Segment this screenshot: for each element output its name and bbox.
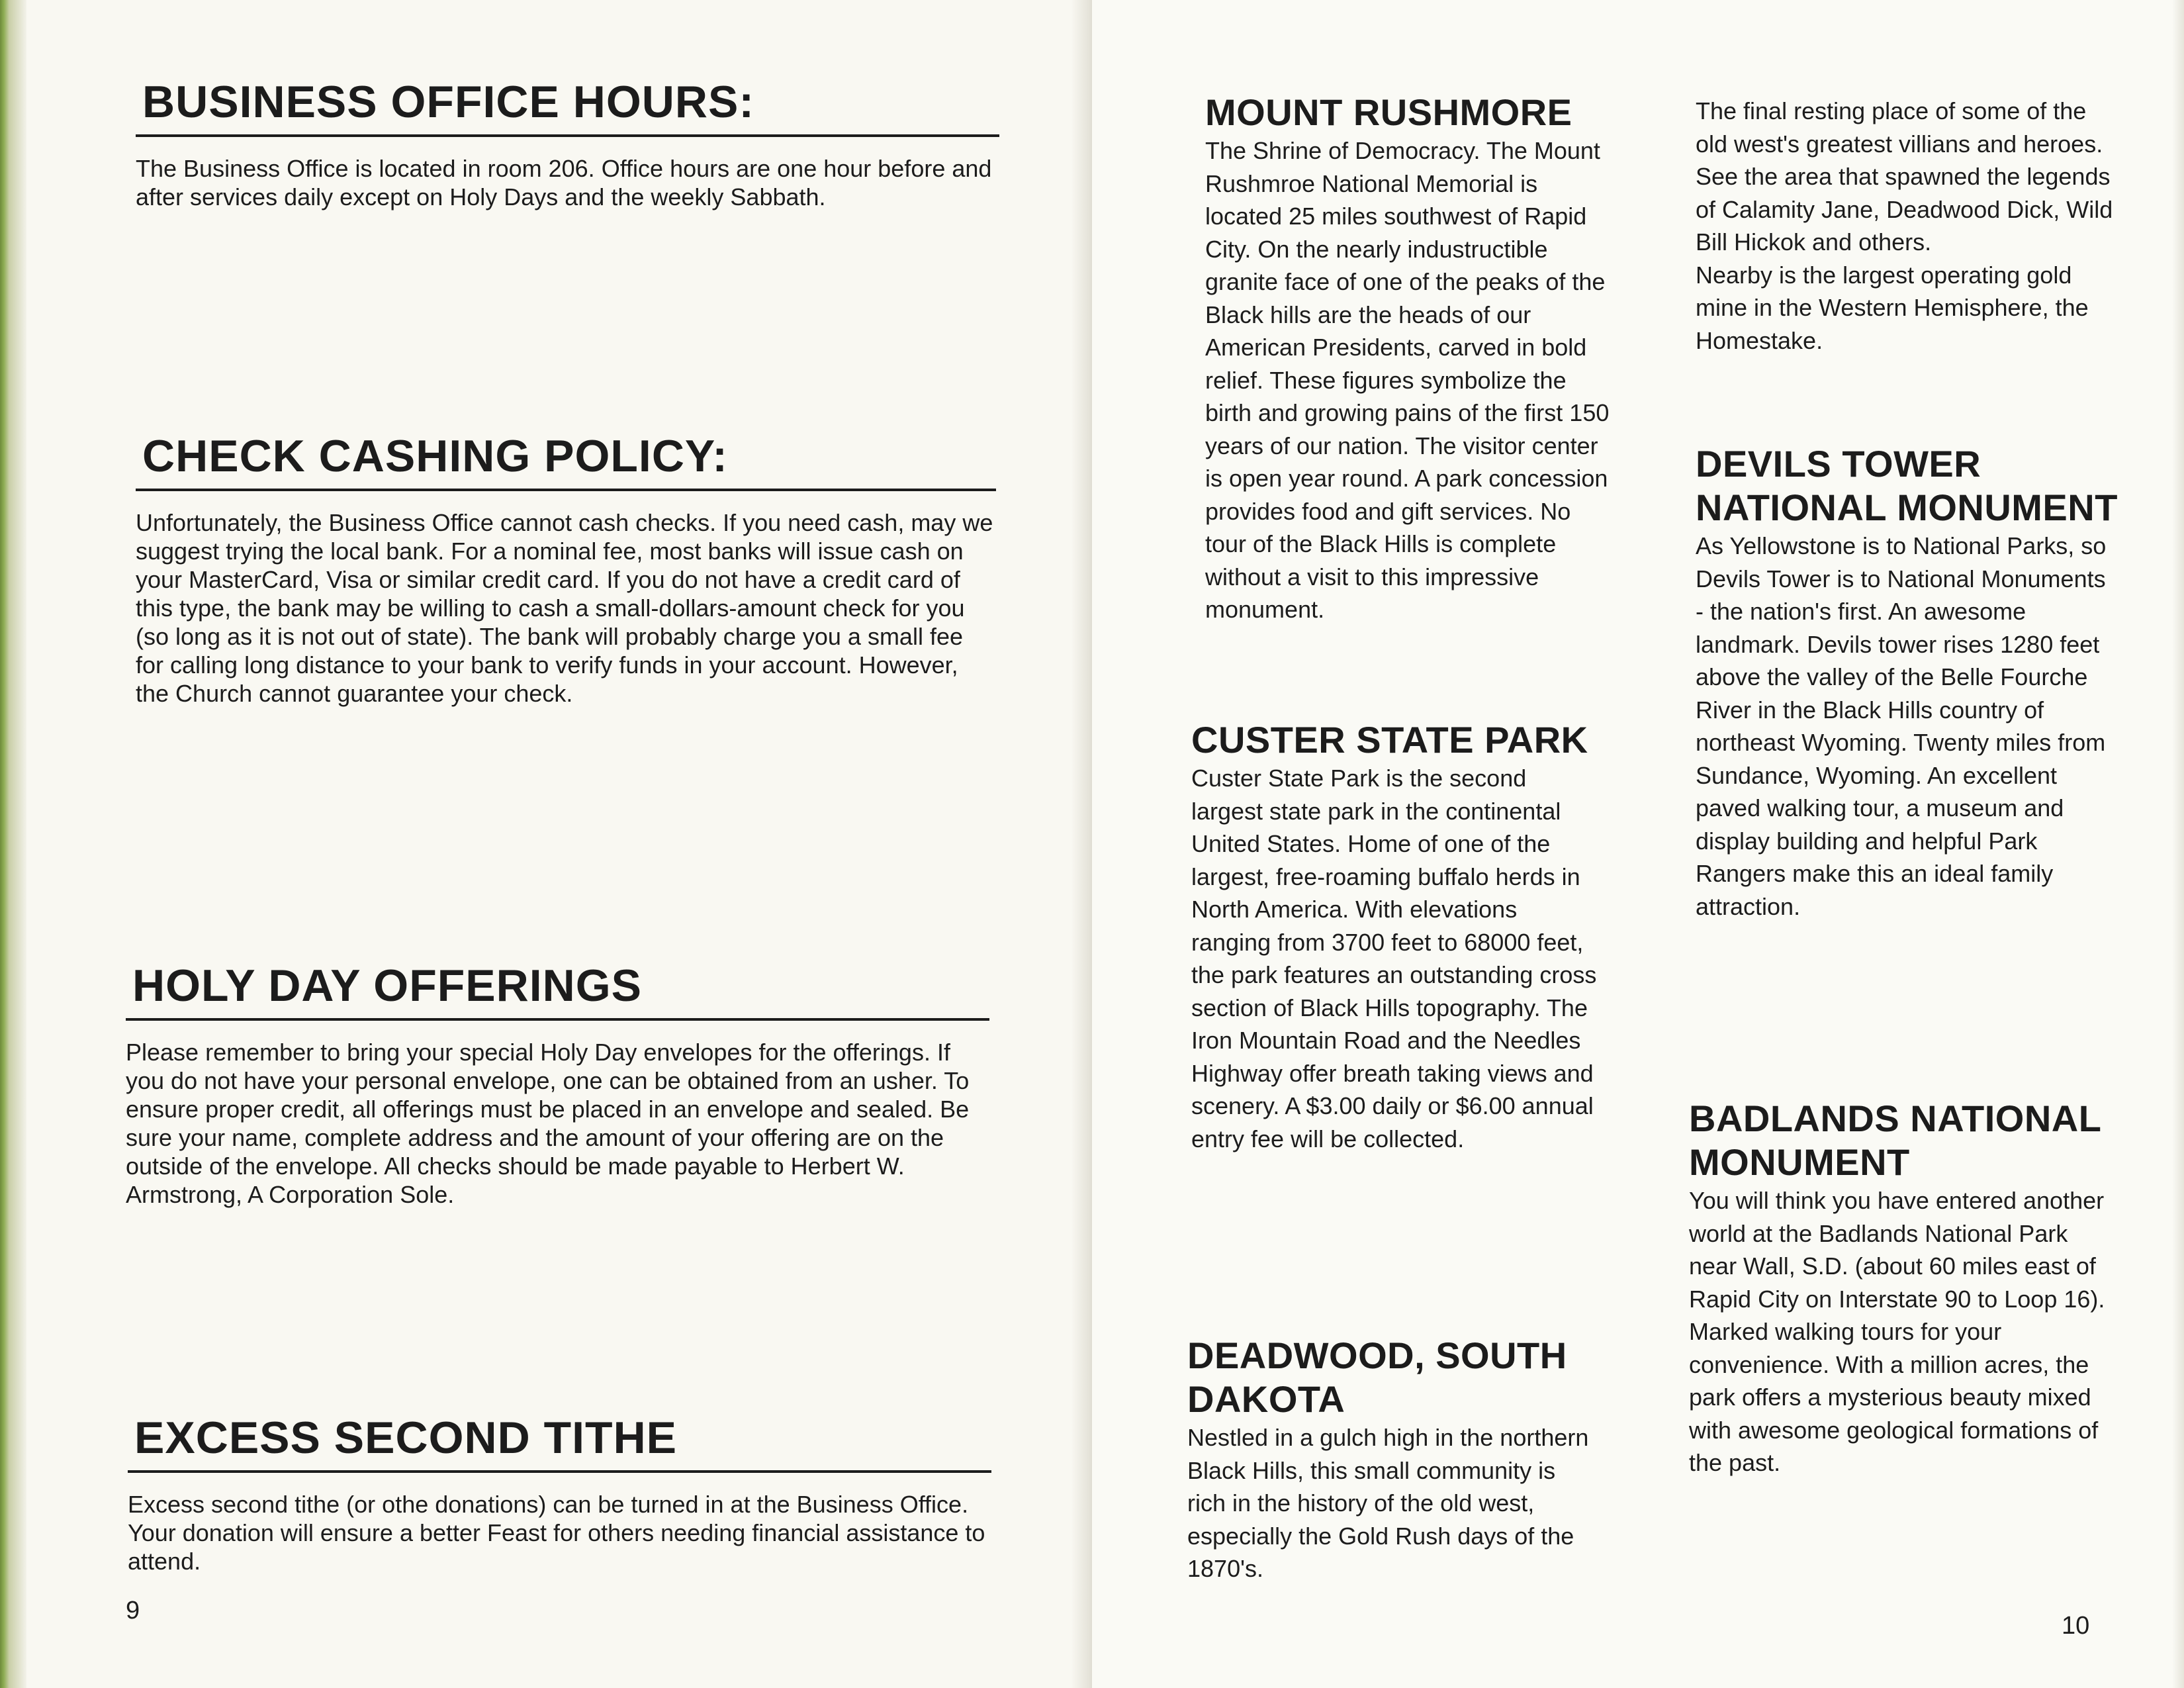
- section-text: Please remember to bring your special Holy Day envelopes for the offerings. If you do not have your personal envelope, one can be obtained from an usher. To ensure proper credit, all offerings must be placed in an envelope and sealed. Be sure your name, complete address and the amount of your offering are on the outside of the envelope. All checks should be made payable to Herbert W. Armstrong, A Corporation Sole.: [126, 1039, 970, 1209]
- entry-title: BADLANDS NATIONAL MONUMENT: [1689, 1098, 2101, 1183]
- entry-text: Nestled in a gulch high in the northern Black Hills, this small community is rich in the history of the old west, especially the Gold Rush days of the 1870's.: [1187, 1424, 1589, 1582]
- entry-title: CUSTER STATE PARK: [1191, 719, 1588, 761]
- entry-badlands: [1689, 1097, 2113, 1479]
- section-title: CHECK CASHING POLICY:: [136, 430, 996, 491]
- entry-text: As Yellowstone is to National Parks, so Devils Tower is to National Monuments - the nation's first. An awesome landmark. Devils tower rises 1280 feet above the valley of the Belle Fourche River in the Black Hills country of northeast Wyoming. Twenty miles from Sundance, Wyoming. An excellent paved walking tour, a museum and display building and helpful Park Rangers make this an ideal family attraction.: [1696, 532, 2107, 920]
- entry-text: You will think you have entered another world at the Badlands National Park near Wall, S.D. (about 60 miles east of Rapid City on Interstate 90 to Loop 16). Marked walking tours for your convenience. With a million acres, the park offers a mysterious beauty mixed with awesome geological formations of the past.: [1689, 1187, 2105, 1476]
- entry-title: MOUNT RUSHMORE: [1205, 91, 1572, 133]
- entry-text: Custer State Park is the second largest state park in the continental United States. Home of one of the largest, free-roaming buffalo herds in North America. With elevations ranging from 3700 feet to 68000 feet, the park features an outstanding cross section of Black Hills topography. The Iron Mountain Road and the Needles Highway offer breath taking views and scenery. A $3.00 daily or $6.00 annual entry fee will be collected.: [1191, 765, 1597, 1152]
- right-page: [1092, 0, 2184, 1688]
- entry-title: DEADWOOD, SOUTH DAKOTA: [1187, 1335, 1567, 1420]
- right-column-1: [1187, 0, 1610, 1688]
- section-business-office-hours: [136, 76, 999, 211]
- section-title: BUSINESS OFFICE HOURS:: [136, 76, 999, 137]
- section-holy-day-offerings: [126, 960, 989, 1209]
- page-number: 10: [2062, 1612, 2090, 1640]
- page-number: 9: [126, 1597, 140, 1624]
- section-excess-second-tithe: [128, 1412, 991, 1575]
- entry-deadwood-continued: [1696, 95, 2119, 357]
- entry-devils-tower: [1696, 442, 2119, 923]
- section-title: HOLY DAY OFFERINGS: [126, 960, 989, 1021]
- section-text: Excess second tithe (or othe donations) can be turned in at the Business Office. Your donation will ensure a better Feast for others needing financial assistance to attend.: [128, 1491, 985, 1575]
- entry-text: Nearby is the largest operating gold mine in the Western Hemisphere, the Homestake.: [1696, 261, 2089, 354]
- section-check-cashing-policy: [136, 430, 996, 708]
- entry-deadwood: [1187, 1334, 1598, 1585]
- section-text: The Business Office is located in room 206. Office hours are one hour before and after services daily except on Holy Days and the weekly Sabbath.: [136, 155, 992, 211]
- entry-text: The final resting place of some of the old west's greatest villians and heroes. See the area that spawned the legends of Calamity Jane, Deadwood Dick, Wild Bill Hickok and others.: [1696, 97, 2113, 256]
- entry-mount-rushmore: [1205, 91, 1615, 626]
- entry-text: The Shrine of Democracy. The Mount Rushmroe National Memorial is located 25 miles southwest of Rapid City. On the nearly industructible granite face of one of the peaks of the Black hills are the heads of our American Presidents, carved in bold relief. These figures symbolize the birth and growing pains of the first 150 years of our nation. The visitor center is open year round. A park concession provides food and gift services. No tour of the Black Hills is complete without a visit to this impressive monument.: [1205, 137, 1610, 623]
- entry-custer-state-park: [1191, 718, 1602, 1155]
- section-text: Unfortunately, the Business Office cannot cash checks. If you need cash, may we suggest trying the local bank. For a nominal fee, most banks will issue cash on your MasterCard, Visa or similar credit card. If you do not have a credit card of this type, the bank may be willing to cash a small-dollars-amount check for you (so long as it is not out of state). The bank will probably charge you a small fee for calling long distance to your bank to verify funds in your account. However, the Church cannot guarantee your check.: [136, 509, 993, 708]
- section-title: EXCESS SECOND TITHE: [128, 1412, 991, 1473]
- entry-title: DEVILS TOWER NATIONAL MONUMENT: [1696, 443, 2118, 528]
- page-edge: [2172, 0, 2184, 1688]
- binding-edge: [0, 0, 26, 1688]
- right-column-2: [1689, 0, 2118, 1688]
